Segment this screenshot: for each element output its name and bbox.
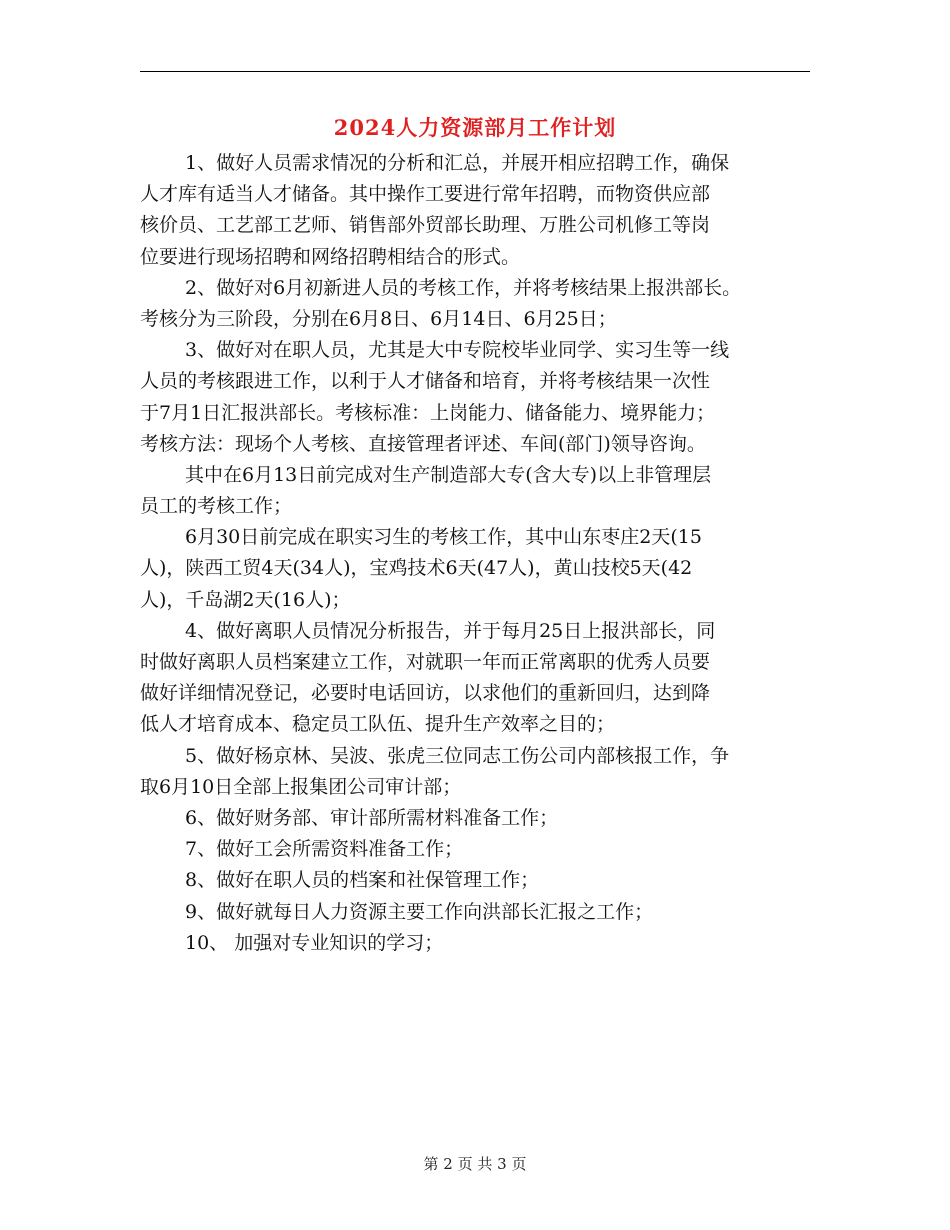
page-footer: 第 2 页 共 3 页	[423, 1155, 527, 1173]
body-line: 做好详细情况登记，必要时电话回访，以求他们的重新回归，达到降	[140, 682, 711, 705]
body-line: 核价员、工艺部工艺师、销售部外贸部长助理、万胜公司机修工等岗	[140, 214, 711, 237]
body-line: 人员的考核跟进工作，以利于人才储备和培育，并将考核结果一次性	[140, 370, 711, 393]
body-line: 位要进行现场招聘和网络招聘相结合的形式。	[140, 245, 521, 268]
body-line: 6月30日前完成在职实习生的考核工作，其中山东枣庄2天(15	[185, 526, 702, 549]
body-line: 人才库有适当人才储备。其中操作工要进行常年招聘，而物资供应部	[140, 183, 711, 206]
body-line: 考核分为三阶段，分别在6月8日、6月14日、6月25日；	[140, 307, 617, 330]
body-line: 取6月10日全部上报集团公司审计部；	[140, 775, 462, 798]
header-rule	[140, 71, 810, 72]
body-line: 3、做好对在职人员，尤其是大中专院校毕业同学、实习生等一线	[185, 339, 730, 362]
body-line: 于7月1日汇报洪部长。考核标准：上岗能力、储备能力、境界能力；	[140, 401, 716, 424]
body-line: 考核方法：现场个人考核、直接管理者评述、车间(部门)领导咨询。	[140, 432, 706, 455]
body-line: 8、做好在职人员的档案和社保管理工作；	[185, 869, 540, 892]
body-line: 员工的考核工作；	[140, 495, 293, 518]
body-line: 人)，千岛湖2天(16人)；	[140, 588, 351, 611]
body-line: 4、做好离职人员情况分析报告，并于每月25日上报洪部长，同	[185, 619, 716, 642]
body-line: 10、 加强对专业知识的学习；	[185, 931, 444, 954]
body-line: 9、做好就每日人力资源主要工作向洪部长汇报之工作；	[185, 900, 654, 923]
body-line: 2、做好对6月初新进人员的考核工作，并将考核结果上报洪部长。	[185, 276, 742, 299]
body-line: 时做好离职人员档案建立工作，对就职一年而正常离职的优秀人员要	[140, 651, 711, 673]
body-line: 人)，陕西工贸4天(34人)，宝鸡技术6天(47人)，黄山技校5天(42	[140, 557, 693, 580]
document-body	[140, 148, 812, 959]
body-line: 6、做好财务部、审计部所需材料准备工作；	[185, 806, 559, 829]
body-line: 1、做好人员需求情况的分析和汇总，并展开相应招聘工作，确保	[185, 152, 730, 174]
body-line: 其中在6月13日前完成对生产制造部大专(含大专)以上非管理层	[185, 463, 712, 486]
body-line: 5、做好杨京林、吴波、张虎三位同志工伤公司内部核报工作，争	[185, 744, 730, 767]
document-title: 2024人力资源部月工作计划	[333, 115, 617, 140]
body-line: 低人才培育成本、稳定员工队伍、提升生产效率之目的；	[140, 713, 616, 736]
body-line: 7、做好工会所需资料准备工作；	[185, 838, 464, 861]
